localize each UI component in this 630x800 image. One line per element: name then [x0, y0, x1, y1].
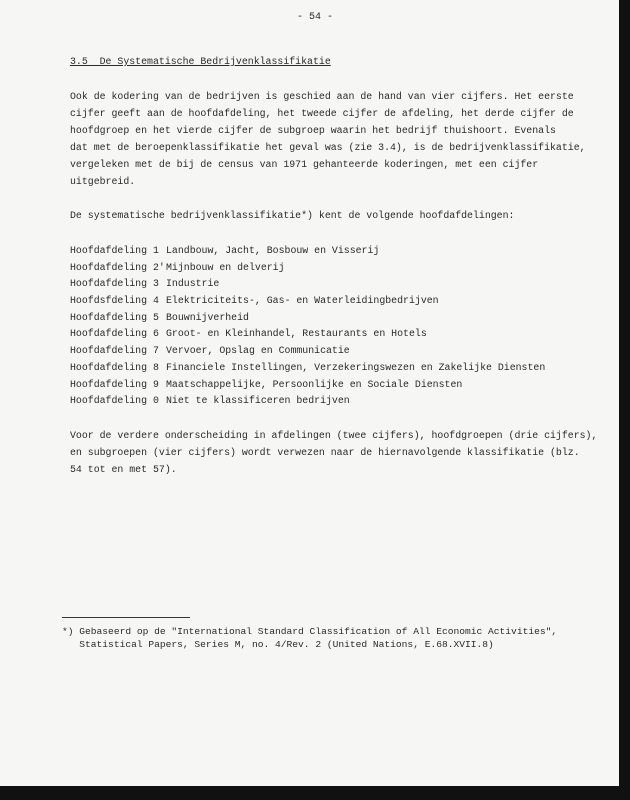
division-name: Niet te klassificeren bedrijven: [166, 395, 350, 407]
paragraph-line: cijfer geeft aan de hoofdafdeling, het tweede cijfer de afdeling, het derde cijfer de: [70, 108, 574, 119]
list-item: [70, 328, 545, 345]
paragraph-line: 54 tot en met 57).: [70, 464, 177, 475]
footnote-line: *) Gebaseerd op de "International Standard Classification of All Economic Activities",: [62, 626, 558, 637]
scan-edge-bottom: [0, 786, 630, 800]
division-code: Hoofdafdeling 2': [70, 261, 165, 273]
division-code: Hoofdafdeling 9: [70, 378, 159, 390]
division-code: Hoofdafdeling 5: [70, 311, 159, 323]
paragraph-line: Voor de verdere onderscheiding in afdelingen (twee cijfers), hoofdgroepen (drie cijfers),: [70, 430, 598, 441]
list-item: [70, 395, 545, 412]
division-code: Hoofdsfdeling 4: [70, 295, 159, 307]
paragraph-line: vergeleken met de bij de census van 1971 gehanteerde koderingen, met een cijfer: [70, 159, 539, 170]
division-code: Hoofdafdeling 0: [70, 395, 159, 407]
paragraph-line: en subgroepen (vier cijfers) wordt verwezen naar de hiernavolgende klassifikatie (blz.: [70, 447, 580, 458]
division-name: Groot- en Kleinhandel, Restaurants en Hotels: [166, 328, 427, 340]
page-number: - 54 -: [296, 12, 333, 23]
paragraph-line: Ook de kodering van de bedrijven is geschied aan de hand van vier cijfers. Het eerste: [70, 91, 574, 102]
division-name: Vervoer, Opslag en Communicatie: [166, 345, 350, 357]
list-item: [70, 245, 545, 262]
division-code: Hoofdafdeling 6: [70, 328, 159, 340]
division-name: Landbouw, Jacht, Bosbouw en Visserij: [166, 245, 380, 256]
section-heading: 3.5 De Systematische Bedrijvenklassifikatie: [70, 56, 331, 67]
list-intro: De systematische bedrijvenklassifikatie*) kent de volgende hoofdafdelingen:: [70, 210, 515, 221]
list-item: [70, 345, 545, 362]
list-item: [70, 312, 545, 329]
division-code: Hoofdafdeling 8: [70, 361, 159, 373]
paragraph-line: hoofdgroep en het vierde cijfer de subgroep waarin het bedrijf thuishoort. Evenals: [70, 125, 556, 136]
division-code: Hoofdafdeling 1: [70, 245, 159, 256]
division-code: Hoofdafdeling 7: [70, 345, 159, 357]
list-item: [70, 362, 545, 379]
division-name: Maatschappelijke, Persoonlijke en Sociale Diensten: [166, 378, 463, 390]
list-item: [70, 295, 545, 312]
division-name: Financiele Instellingen, Verzekeringswezen en Zakelijke Diensten: [166, 361, 546, 373]
list-item: [70, 379, 545, 396]
paragraph-line: dat met de beroepenklassifikatie het geval was (zie 3.4), is de bedrijvenklassifikatie,: [70, 142, 586, 153]
scan-edge-right: [619, 0, 630, 800]
division-name: Mijnbouw en delverij: [166, 261, 285, 273]
list-item: [70, 278, 545, 295]
list-item: [70, 262, 545, 279]
division-name: Elektriciteits-, Gas- en Waterleidingbedrijven: [166, 295, 439, 307]
division-code: Hoofdafdeling 3: [70, 278, 159, 290]
division-name: Bouwnijverheid: [166, 311, 249, 323]
division-name: Industrie: [166, 278, 220, 290]
division-list: [70, 245, 545, 412]
footnote-line: Statistical Papers, Series M, no. 4/Rev. 2 (United Nations, E.68.XVII.8): [62, 639, 494, 650]
paragraph-line: uitgebreid.: [70, 176, 136, 187]
footnote-divider: [62, 617, 190, 618]
